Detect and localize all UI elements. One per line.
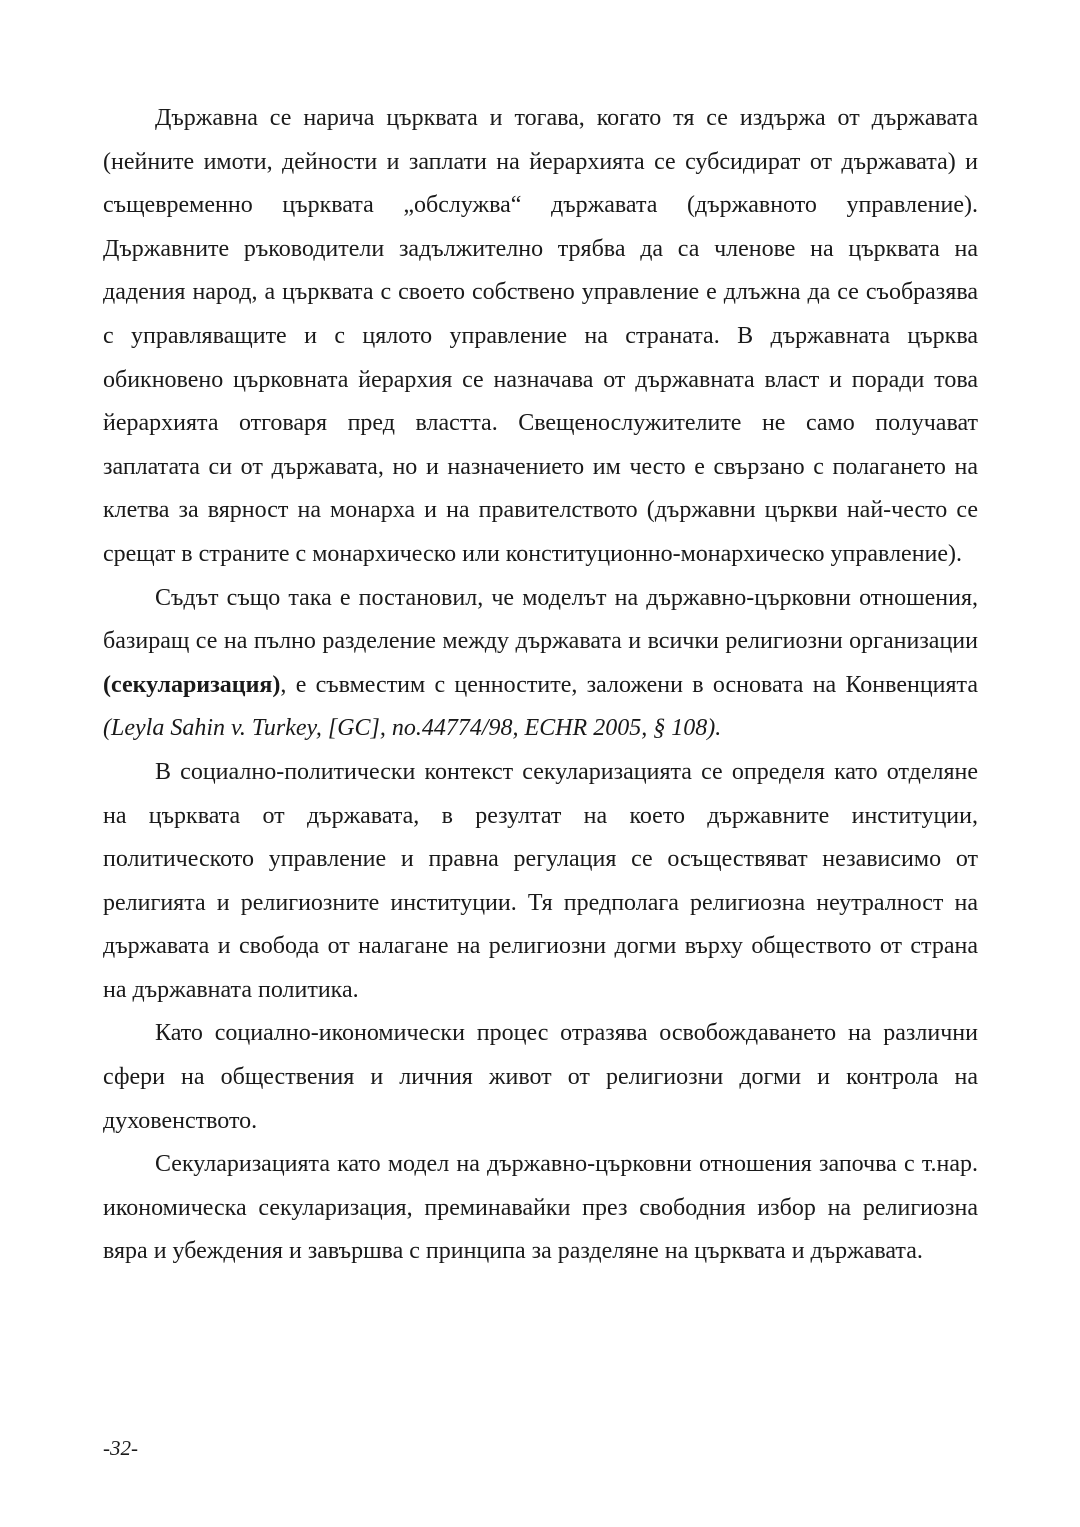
- paragraph-state-church: [103, 97, 978, 577]
- paragraph-text: Секуларизацията като модел на държавно-църковни отношения започва с т.нар. икономическа секуларизация, преминавайки през свободния избор на религиозна вяра и убеждения и завършва с принципа за разделяне на църквата и държавата.: [103, 1151, 978, 1265]
- case-citation: (Leyla Sahin v. Turkey, [GC], no.44774/98, ECHR 2005, § 108).: [103, 715, 722, 742]
- paragraph-socio-political: [103, 751, 978, 1013]
- paragraph-socio-economic: [103, 1012, 978, 1143]
- paragraph-text: Като социално-икономически процес отразява освобождаването на различни сфери на обществения и личния живот от религиозни догми и контрола на духовенството.: [103, 1020, 978, 1134]
- paragraph-secularization-model: [103, 1143, 978, 1274]
- paragraph-text: В социално-политически контекст секуларизацията се определя като отделяне на църквата от държавата, в резултат на което държавните институции, политическото управление и правна регулация се осъществяват независимо от религията и религиозните институции. Тя предполага религиозна неутралност на държавата и свобода от налагане на религиозни догми върху обществото от страна на държавната политика.: [103, 758, 978, 1003]
- page-number: -32-: [103, 1436, 138, 1460]
- paragraph-text: , е съвместим с ценностите, заложени в основата на Конвенцията: [280, 671, 978, 698]
- paragraph-court-ruling: [103, 577, 978, 751]
- bold-term: (секуларизация): [103, 671, 281, 698]
- body-text: [103, 97, 978, 1274]
- paragraph-text: Държавна се нарича църквата и тогава, когато тя се издържа от държавата (нейните имоти, дейности и заплати на йерархията се субсидират от държавата) и същевременно църквата „обслужва“ държавата (държавното управление). Държавните ръководители задължително трябва да са членове на църквата на дадения народ, а църквата с своето собствено управление е длъжна да се съобразява с управляващите и с цялото управление на страната. В държавната църква обикновено църковната йерархия се назначава от държавната власт и поради това йерархията отговаря пред властта. Свещенослужителите не само получават заплатата си от държавата, но и назначението им често е свързано с полагането на клетва за вярност на монарха и на правителството (държавни църкви най-често се срещат в страните с монархическо или конституционно-монархическо управление).: [103, 105, 978, 567]
- paragraph-text: Съдът също така е постановил, че моделът на държавно-църковни отношения, базиращ се на пълно разделение между държавата и всички религиозни организации: [103, 584, 978, 655]
